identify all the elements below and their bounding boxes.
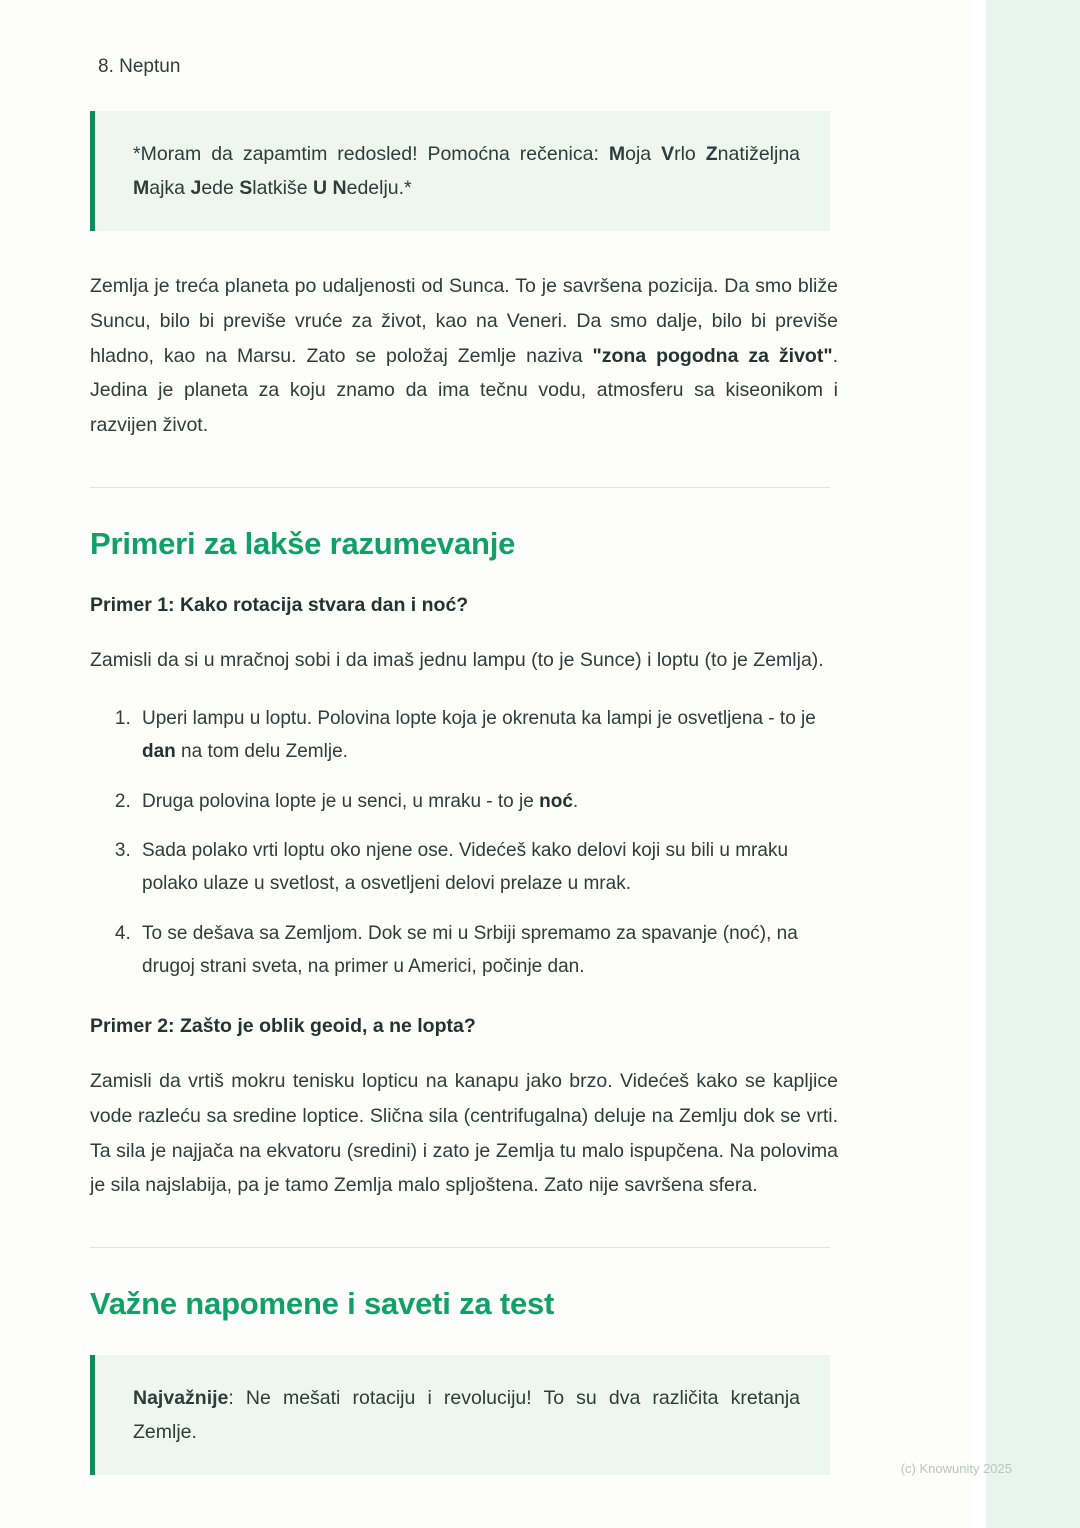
list-item: 1. Uperi lampu u loptu. Polovina lopte koja je okrenuta ka lampi je osvetljena - to je dan na tom delu Zemlje. (136, 703, 838, 768)
list-item: 2. Druga polovina lopte je u senci, u mraku - to je noć. (136, 786, 838, 819)
example-1-intro: Zamisli da si u mračnoj sobi i da imaš jednu lampu (to je Sunce) i loptu (to je Zemlja). (90, 648, 824, 671)
copyright-footer: (c) Knowunity 2025 (900, 1461, 1012, 1476)
example-1-title: Primer 1: Kako rotacija stvara dan i noć? (90, 593, 469, 616)
page-edge-decoration (972, 0, 1080, 1528)
earth-paragraph: Zemlja je treća planeta po udaljenosti od Sunca. To je savršena pozicija. Da smo bliže Suncu, bilo bi previše vruće za život, kao na Veneri. Da smo dalje, bilo bi previše hladno, kao na Marsu. Zato se položaj Zemlje naziva "zona pogodna za život". Jedina je planeta za koju znamo da ima tečnu vodu, atmosferu sa kiseonikom i razvijen život. (90, 275, 838, 437)
section-divider-2 (90, 1247, 830, 1248)
mnemonic-callout (90, 111, 830, 231)
section-title-notes: Važne napomene i saveti za test (90, 1285, 555, 1321)
important-note-callout (90, 1355, 830, 1475)
section-divider-1 (90, 487, 830, 488)
important-note-text: Najvažnije: Ne mešati rotaciju i revoluciju! To su dva različita kretanja Zemlje. (133, 1386, 800, 1444)
example-2-title: Primer 2: Zašto je oblik geoid, a ne lopta? (90, 1015, 476, 1038)
list-item: 4. To se dešava sa Zemljom. Dok se mi u Srbiji spremamo za spavanje (noć), na drugoj strani sveta, na primer u Americi, počinje dan. (136, 918, 838, 983)
page-edge-gap (972, 0, 986, 1528)
document-content (90, 0, 838, 1475)
example-1-steps (90, 703, 838, 983)
planet-list-item-8: 8. Neptun (98, 56, 181, 77)
mnemonic-callout-text: *Moram da zapamtim redosled! Pomoćna rečenica: Moja Vrlo Znatiželjna Majka Jede Slatkiše U Nedelju.* (133, 143, 801, 200)
section-title-examples: Primeri za lakše razumevanje (90, 525, 516, 561)
example-2-paragraph: Zamisli da vrtiš mokru tenisku lopticu na kanapu jako brzo. Videćeš kako se kapljice vode razleću sa sredine loptice. Slična sila (centrifugalna) deluje na Zemlju dok se vrti. Ta sila je najjača na ekvatoru (sredini) i zato je Zemlja tu malo ispupčena. Na polovima je sila najslabija, pa je tamo Zemlja malo spljoštena. Zato nije savršena sfera. (90, 1070, 838, 1197)
list-item: 3. Sada polako vrti loptu oko njene ose. Videćeš kako delovi koji su bili u mraku polako ulaze u svetlost, a osvetljeni delovi prelaze u mrak. (136, 835, 838, 900)
